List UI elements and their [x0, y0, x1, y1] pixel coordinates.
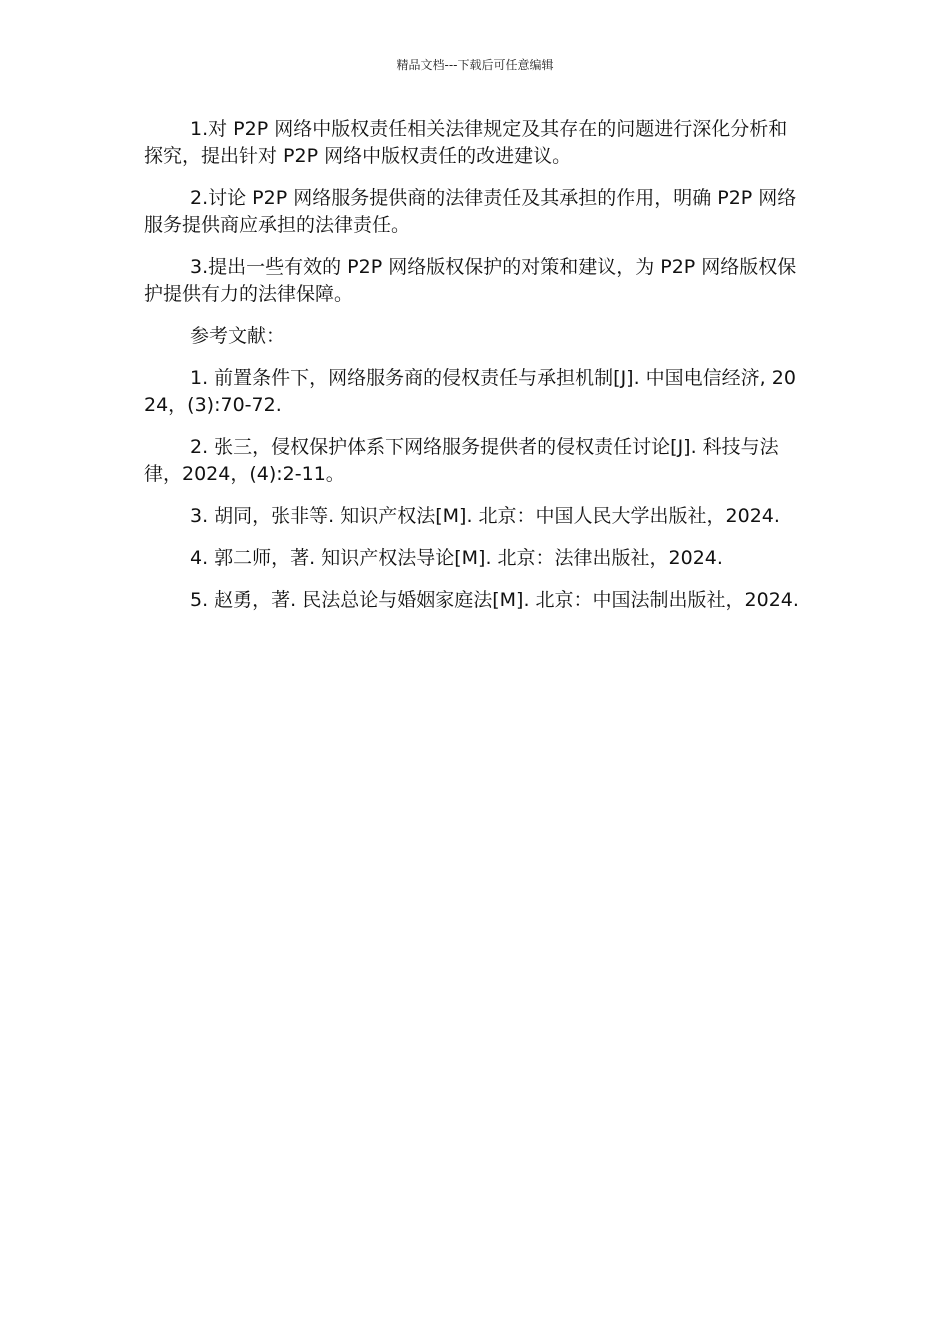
- reference-item-3: 3. 胡同，张非等. 知识产权法[M]. 北京：中国人民大学出版社，2024.: [190, 505, 780, 527]
- reference-item-2: 2. 张三，侵权保护体系下网络服务提供者的侵权责任讨论[J]. 科技与法律，2024，(4):2-11。: [144, 436, 779, 485]
- reference-item-5: 5. 赵勇，著. 民法总论与婚姻家庭法[M]. 北京：中国法制出版社，2024.: [190, 589, 799, 611]
- goal-paragraph-2: 2.讨论 P2P 网络服务提供商的法律责任及其承担的作用，明确 P2P 网络服务提供商应承担的法律责任。: [144, 187, 797, 236]
- goal-paragraph-1: 1.对 P2P 网络中版权责任相关法律规定及其存在的问题进行深化分析和探究，提出针对 P2P 网络中版权责任的改进建议。: [144, 118, 788, 167]
- references-heading: 参考文献：: [190, 325, 286, 347]
- goal-paragraph-3: 3.提出一些有效的 P2P 网络版权保护的对策和建议，为 P2P 网络版权保护提供有力的法律保障。: [144, 256, 797, 305]
- reference-item-1: 1. 前置条件下，网络服务商的侵权责任与承担机制[J]. 中国电信经济, 2024，(3):70-72.: [144, 367, 796, 416]
- reference-item-4: 4. 郭二师，著. 知识产权法导论[M]. 北京：法律出版社，2024.: [190, 547, 723, 569]
- page-header: 精品文档---下载后可任意编辑: [396, 58, 554, 72]
- document-body: [144, 116, 804, 629]
